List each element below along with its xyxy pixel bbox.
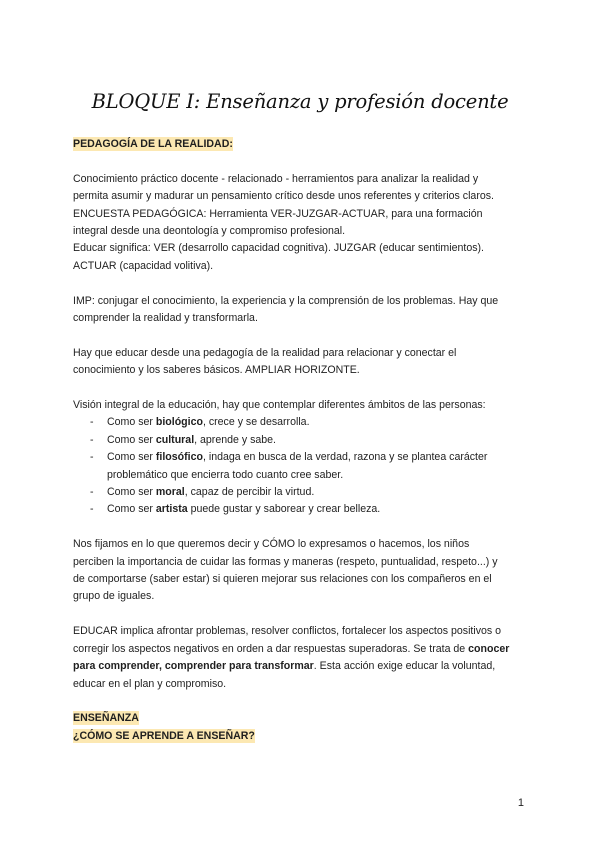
- text-line: permita asumir y madurar un pensamiento crítico desde unos referentes y criterios claros.: [73, 190, 494, 203]
- document-title: BLOQUE I: Enseñanza y profesión docente: [91, 90, 509, 113]
- text-line: Nos fijamos en lo que queremos decir y CÓMO lo expresamos o hacemos, los niños: [73, 538, 470, 551]
- ambitos-list: [73, 414, 533, 518]
- paragraph-2: [73, 293, 533, 328]
- list-item: - Como ser cultural, aprende y sabe.: [73, 432, 533, 449]
- text-line: grupo de iguales.: [73, 590, 155, 603]
- text-line: de comportarse (saber estar) si quieren mejorar sus relaciones con los compañeros en el: [73, 573, 492, 586]
- section-heading-pedagogia: PEDAGOGÍA DE LA REALIDAD:: [73, 138, 233, 150]
- text-line: ACTUAR (capacidad volitiva).: [73, 259, 214, 272]
- text-line: integral desde una deontología y compromiso profesional.: [73, 225, 346, 238]
- list-item: - Como ser filosófico, indaga en busca de la verdad, razona y se plantea carácter problemático que encierra todo cuanto cree saber.: [73, 449, 533, 484]
- text-line: comprender la realidad y transformarla.: [73, 312, 258, 325]
- text-line: perciben la importancia de cuidar las formas y maneras (respeto, puntualidad, respeto...) y: [73, 555, 498, 568]
- section-heading-ensenanza: ENSEÑANZA: [73, 712, 139, 725]
- section-subheading: ¿CÓMO SE APRENDE A ENSEÑAR?: [73, 729, 255, 742]
- text-line: IMP: conjugar el conocimiento, la experiencia y la comprensión de los problemas. Hay que: [73, 294, 499, 307]
- list-item: - Como ser biológico, crece y se desarrolla.: [73, 414, 533, 431]
- paragraph-1: [73, 171, 533, 275]
- page-number: 1: [517, 797, 524, 809]
- document-body: [73, 136, 533, 745]
- text-line: ENCUESTA PEDAGÓGICA: Herramienta VER-JUZGAR-ACTUAR, para una formación: [73, 207, 483, 220]
- paragraph-5: [73, 536, 533, 606]
- text-line: Conocimiento práctico docente - relacionado - herramientos para analizar la realidad y: [73, 172, 479, 185]
- list-item: - Como ser moral, capaz de percibir la virtud.: [73, 484, 533, 501]
- paragraph-4-intro: Visión integral de la educación, hay que contemplar diferentes ámbitos de las personas:: [73, 399, 486, 412]
- text-line: Hay que educar desde una pedagogía de la realidad para relacionar y conectar el: [73, 346, 457, 359]
- list-item: - Como ser artista puede gustar y saborear y crear belleza.: [73, 501, 533, 518]
- text-line: Educar significa: VER (desarrollo capacidad cognitiva). JUZGAR (educar sentimientos).: [73, 242, 484, 255]
- paragraph-3: [73, 345, 533, 380]
- paragraph-6: EDUCAR implica afrontar problemas, resolver conflictos, fortalecer los aspectos positivos o corregir los aspectos negativos en orden a dar respuestas superadoras. Se trata de conocer para comprender, comprender para transformar. Esta acción exige educar la voluntad, educar en el plan y compromiso.: [73, 625, 510, 690]
- text-line: conocimiento y los saberes básicos. AMPLIAR HORIZONTE.: [73, 364, 360, 377]
